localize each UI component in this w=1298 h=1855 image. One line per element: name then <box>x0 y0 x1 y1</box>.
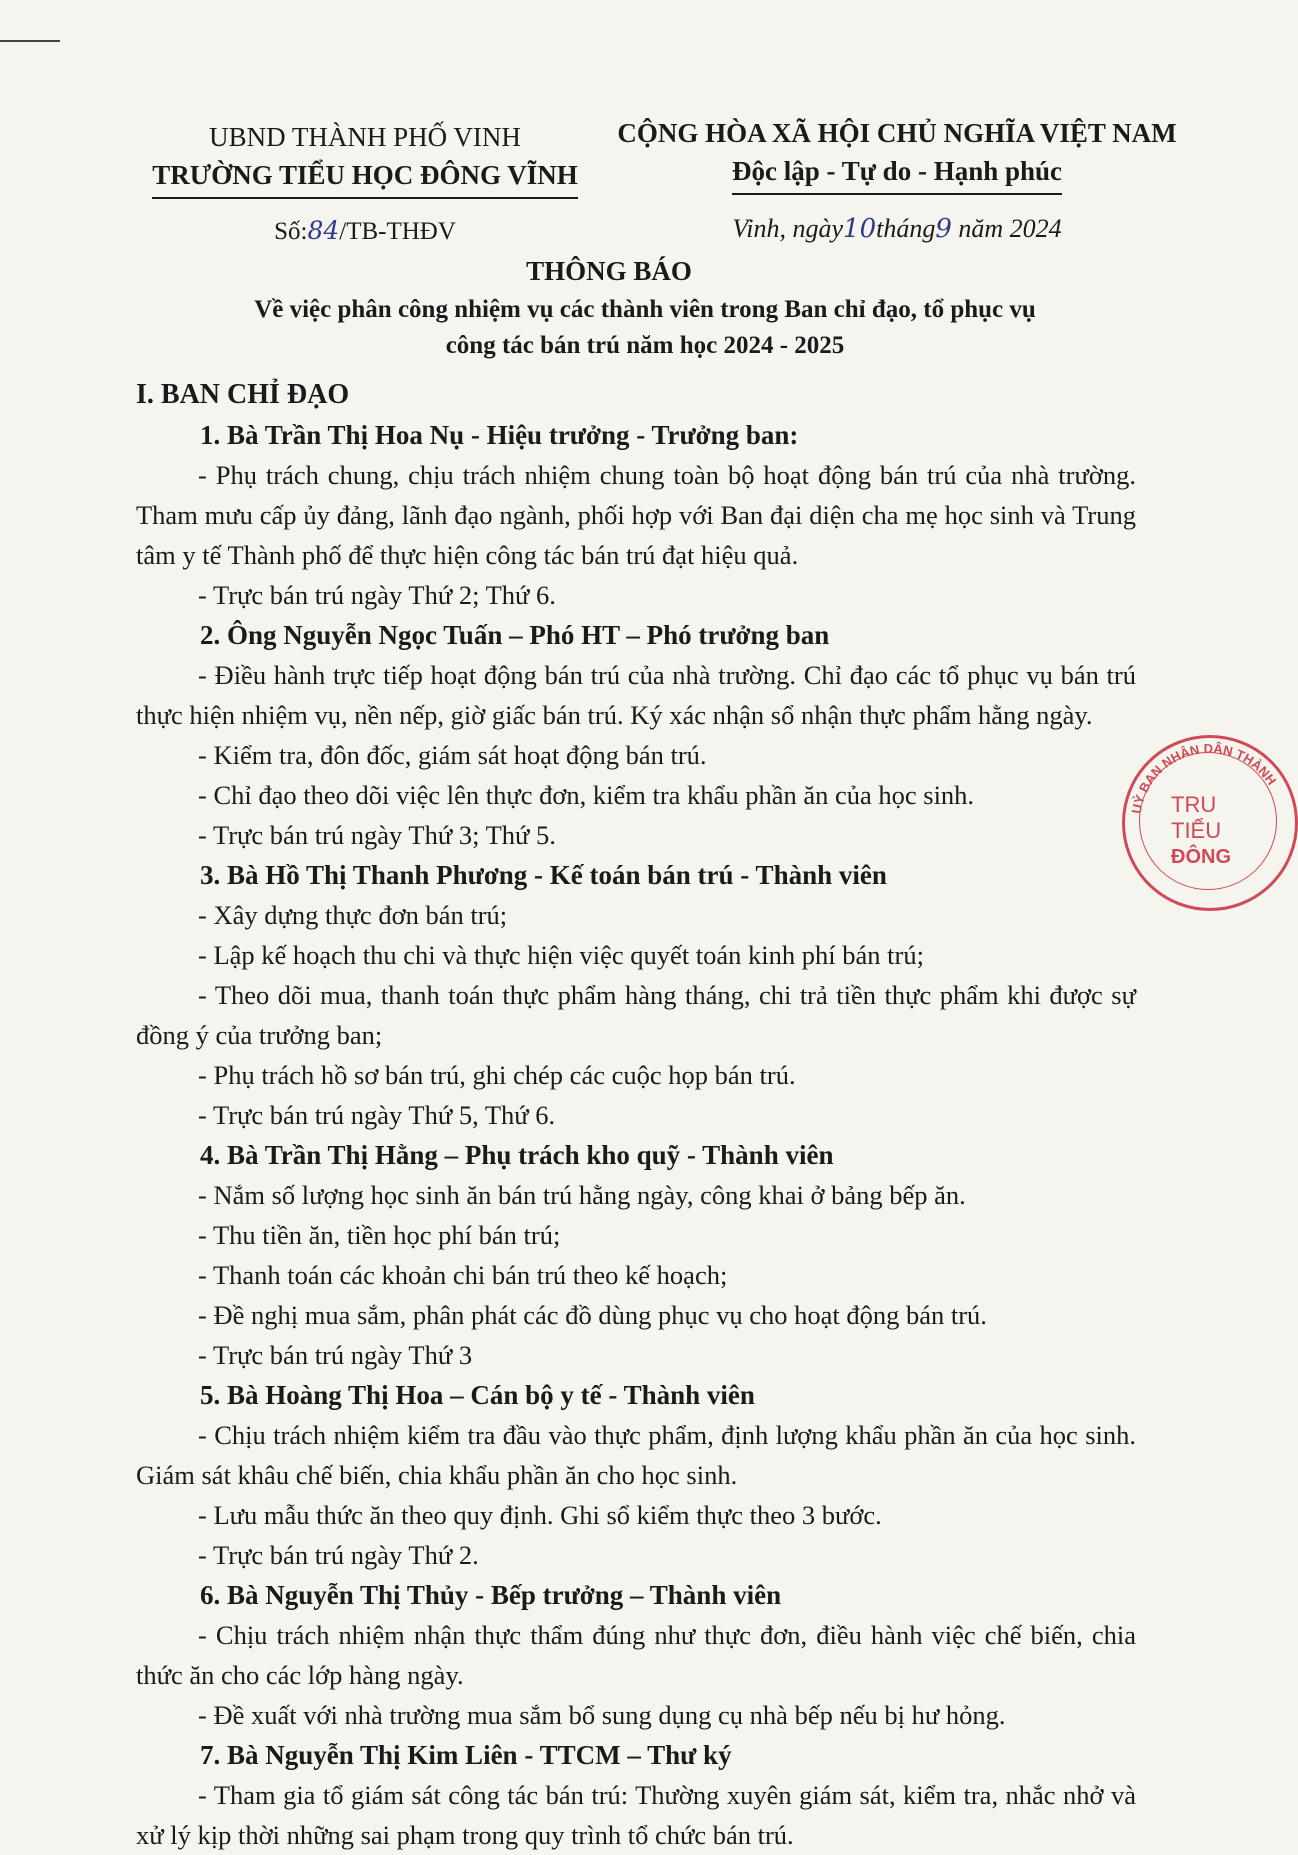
document-date: Vinh, ngày10tháng9 năm 2024 <box>732 214 1062 244</box>
member-name: 2. Ông Nguyễn Ngọc Tuấn – Phó HT – Phó trưởng ban <box>200 620 830 650</box>
member-duty: - Thu tiền ăn, tiền học phí bán trú; <box>198 1220 561 1250</box>
member-duty: - Chịu trách nhiệm nhận thực thẩm đúng như thực đơn, điều hành việc chế biến, chia thức ăn cho các lớp hàng ngày. <box>136 1620 1136 1690</box>
member-duty: - Lưu mẫu thức ăn theo quy định. Ghi sổ kiểm thực theo 3 bước. <box>198 1500 882 1530</box>
member-name: 5. Bà Hoàng Thị Hoa – Cán bộ y tế - Thành viên <box>200 1380 755 1410</box>
member-name: 3. Bà Hồ Thị Thanh Phương - Kế toán bán trú - Thành viên <box>200 860 887 890</box>
handwritten-number: 84 <box>307 216 340 245</box>
member-duty: - Chịu trách nhiệm kiểm tra đầu vào thực phẩm, định lượng khẩu phần ăn của học sinh. Giám sát khâu chế biến, chia khẩu phần ăn cho học sinh. <box>136 1420 1136 1490</box>
member-duty: - Nắm số lượng học sinh ăn bán trú hằng ngày, công khai ở bảng bếp ăn. <box>198 1180 966 1210</box>
issuer-authority: UBND THÀNH PHỐ VINH <box>209 122 521 152</box>
member-name: 4. Bà Trần Thị Hằng – Phụ trách kho quỹ - Thành viên <box>200 1140 834 1170</box>
national-motto-block <box>612 114 1182 249</box>
issuer-block <box>130 118 600 252</box>
document-subtitle: Về việc phân công nhiệm vụ các thành viên trong Ban chỉ đạo, tổ phục vụ công tác bán trú năm học 2024 - 2025 <box>254 296 1036 359</box>
member-duty: - Đề xuất với nhà trường mua sắm bổ sung dụng cụ nhà bếp nếu bị hư hỏng. <box>198 1700 1006 1730</box>
section-heading: I. BAN CHỈ ĐẠO <box>136 379 350 410</box>
member-duty: - Trực bán trú ngày Thứ 2. <box>198 1540 479 1570</box>
member-duty: - Xây dựng thực đơn bán trú; <box>198 900 508 930</box>
member-duty: - Trực bán trú ngày Thứ 3 <box>198 1340 473 1370</box>
issuer-school: TRƯỜNG TIỂU HỌC ĐÔNG VĨNH <box>152 156 578 199</box>
motto: Độc lập - Tự do - Hạnh phúc <box>732 152 1062 195</box>
member-name: 1. Bà Trần Thị Hoa Nụ - Hiệu trưởng - Trưởng ban: <box>200 420 799 450</box>
member-duty: - Phụ trách hồ sơ bán trú, ghi chép các cuộc họp bán trú. <box>198 1060 796 1090</box>
member-duty: - Tham gia tổ giám sát công tác bán trú: Thường xuyên giám sát, kiểm tra, nhắc nhở và xử lý kịp thời những sai phạm trong quy trình tổ chức bán trú. <box>136 1780 1136 1850</box>
handwritten-day: 10 <box>843 214 877 244</box>
country-name: CỘNG HÒA XÃ HỘI CHỦ NGHĨA VIỆT NAM <box>617 118 1177 148</box>
svg-text:UỶ BAN NHÂN DÂN THÀNH: UỶ BAN NHÂN DÂN THÀNH <box>1128 740 1280 815</box>
stamp-text-1: TRU <box>1171 792 1217 817</box>
member-name: 6. Bà Nguyễn Thị Thủy - Bếp trưởng – Thành viên <box>200 1580 782 1610</box>
member-duty: - Trực bán trú ngày Thứ 5, Thứ 6. <box>198 1100 556 1130</box>
member-duty: - Trực bán trú ngày Thứ 3; Thứ 5. <box>198 820 556 850</box>
handwritten-month: 9 <box>935 214 952 244</box>
document-title: THÔNG BÁO <box>526 256 692 286</box>
member-duty: - Phụ trách chung, chịu trách nhiệm chung toàn bộ hoạt động bán trú của nhà trường. Tham mưu cấp ủy đảng, lãnh đạo ngành, phối hợp với Ban đại diện cha mẹ học sinh và Trung tâm y tế Thành phố để thực hiện công tác bán trú đạt hiệu quả. <box>136 460 1136 570</box>
stamp-text-2: TIỂU <box>1171 818 1222 843</box>
member-duty: - Chỉ đạo theo dõi việc lên thực đơn, kiểm tra khẩu phần ăn của học sinh. <box>198 780 975 810</box>
stamp-text-3: ĐÔNG <box>1171 846 1231 868</box>
member-duty: - Kiểm tra, đôn đốc, giám sát hoạt động bán trú. <box>198 740 707 770</box>
member-list <box>136 415 1136 1855</box>
member-name: 7. Bà Nguyễn Thị Kim Liên - TTCM – Thư ký <box>200 1740 732 1770</box>
document-number: Số:84/TB-THĐV <box>274 216 456 245</box>
member-duty: - Trực bán trú ngày Thứ 2; Thứ 6. <box>198 580 556 610</box>
member-duty: - Điều hành trực tiếp hoạt động bán trú của nhà trường. Chỉ đạo các tổ phục vụ bán trú thực hiện nhiệm vụ, nền nếp, giờ giấc bán trú. Ký xác nhận sổ nhận thực phẩm hằng ngày. <box>136 660 1136 730</box>
scan-corner-mark <box>0 40 60 42</box>
document-body <box>136 375 1136 1855</box>
member-duty: - Đề nghị mua sắm, phân phát các đồ dùng phục vụ cho hoạt động bán trú. <box>198 1300 987 1330</box>
member-duty: - Theo dõi mua, thanh toán thực phẩm hàng tháng, chi trả tiền thực phẩm khi được sự đồng ý của trưởng ban; <box>136 980 1136 1050</box>
member-duty: - Thanh toán các khoản chi bán trú theo kế hoạch; <box>198 1260 728 1290</box>
official-red-stamp <box>1122 735 1298 911</box>
member-duty: - Lập kế hoạch thu chi và thực hiện việc quyết toán kinh phí bán trú; <box>198 940 924 970</box>
